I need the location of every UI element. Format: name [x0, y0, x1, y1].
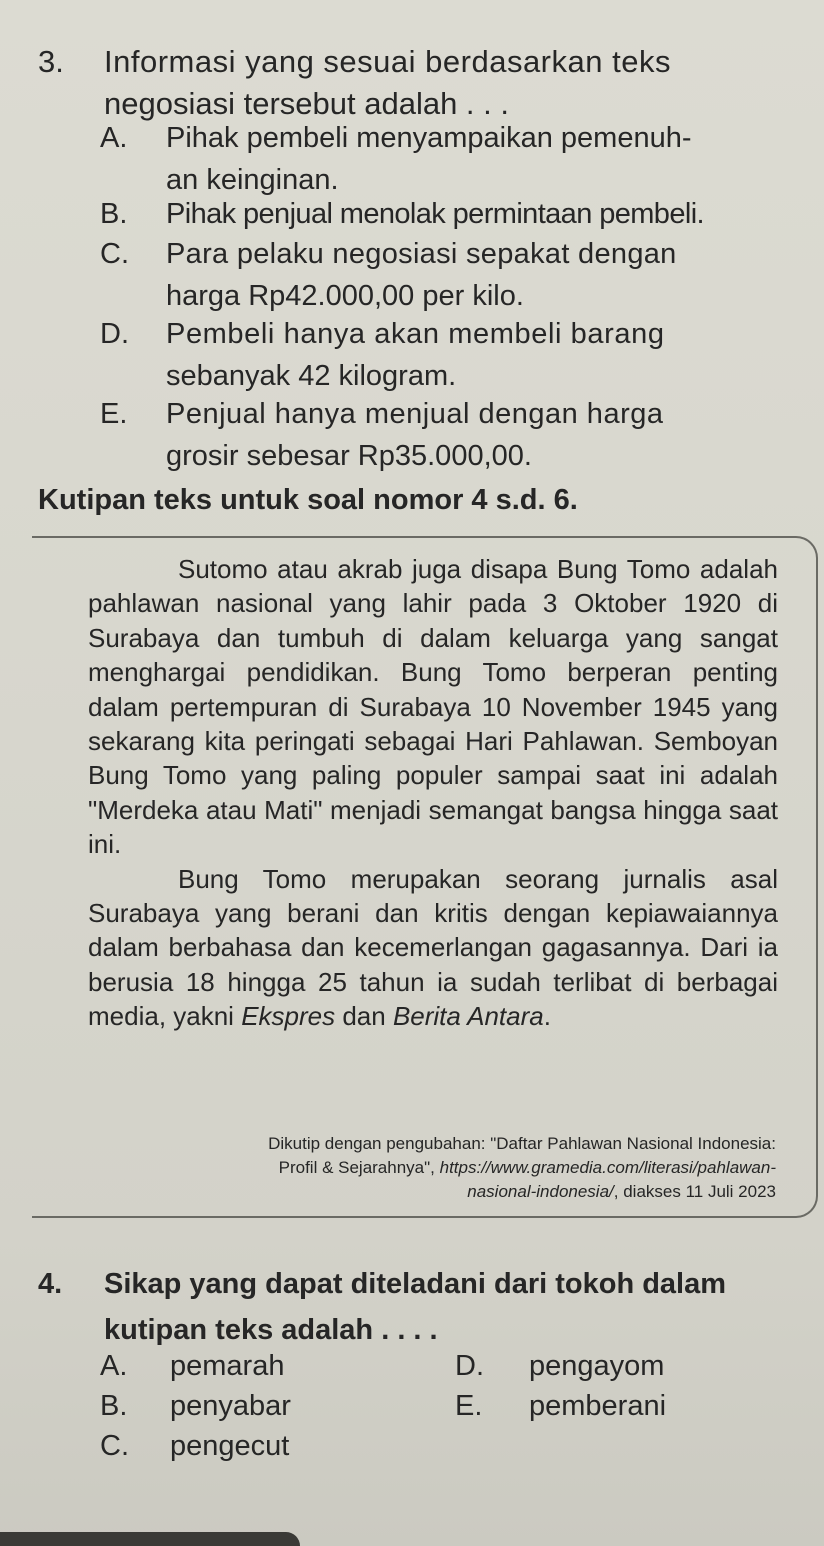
question-text-line: Informasi yang sesuai berdasarkan teks — [104, 44, 671, 79]
option-text: Pihak penjual menolak permintaan pembeli. — [166, 198, 705, 230]
question-3 — [38, 42, 798, 122]
option-text: an keinginan. — [166, 164, 339, 196]
excerpt-heading: Kutipan teks untuk soal nomor 4 s.d. 6. — [38, 484, 578, 516]
option-letter: D. — [455, 1350, 484, 1382]
option-text: pengecut — [170, 1430, 290, 1462]
option-text: pemarah — [170, 1350, 285, 1382]
paragraph-text: . — [543, 1001, 551, 1032]
option-letter: C. — [100, 1430, 129, 1462]
question-number: 3. — [38, 44, 64, 79]
paragraph-text: Bung Tomo merupakan seorang jurnalis asal Surabaya yang berani dan kritis dengan kepiawaiannya dalam berbahasa dan kecemerlangan gagasannya. Dari ia berusia 18 hingga 25 tahun ia sudah terlibat di berbagai media, yakni — [88, 863, 778, 1032]
citation-line — [100, 1180, 776, 1204]
option-c[interactable] — [100, 234, 800, 314]
option-letter: E. — [100, 398, 128, 430]
option-text: Para pelaku negosiasi sepakat dengan — [166, 238, 677, 270]
citation-url[interactable]: https://www.gramedia.com/literasi/pahlawan- — [439, 1158, 776, 1177]
question-number: 4. — [38, 1268, 63, 1300]
option-b[interactable] — [100, 1386, 400, 1426]
media-name-ekspres: Ekspres — [241, 1001, 336, 1032]
option-text: Pembeli hanya akan membeli barang — [166, 318, 665, 350]
question-4 — [38, 1264, 818, 1348]
paragraph-text: dan — [335, 1001, 393, 1032]
option-a[interactable] — [100, 1346, 400, 1386]
option-letter: B. — [100, 1390, 128, 1422]
option-text: Penjual hanya menjual dengan harga — [166, 398, 664, 430]
option-b[interactable] — [100, 194, 800, 234]
source-citation — [100, 1132, 776, 1204]
question-text-line: kutipan teks adalah . . . . — [104, 1314, 438, 1346]
option-letter: C. — [100, 238, 129, 270]
option-c[interactable] — [100, 1426, 400, 1466]
citation-access-date: , diakses 11 Juli 2023 — [613, 1182, 776, 1201]
excerpt-paragraph-2 — [88, 862, 778, 1034]
citation-line — [100, 1156, 776, 1180]
question-text-line: negosiasi tersebut adalah . . . — [104, 86, 509, 121]
excerpt-text — [88, 552, 778, 1034]
option-text: pengayom — [529, 1350, 665, 1382]
option-text: pemberani — [529, 1390, 667, 1422]
question-text-line: Sikap yang dapat diteladani dari tokoh dalam — [104, 1268, 727, 1300]
option-letter: B. — [100, 198, 128, 230]
option-e[interactable] — [455, 1386, 775, 1426]
option-text: grosir sebesar Rp35.000,00. — [166, 440, 532, 472]
excerpt-paragraph-1: Sutomo atau akrab juga disapa Bung Tomo adalah pahlawan nasional yang lahir pada 3 Oktober 1920 di Surabaya dan tumbuh di dalam keluarga yang sangat menghargai pendidikan. Bung Tomo berperan penting dalam pertempuran di Surabaya 10 November 1945 yang sekarang kita peringati sebagai Hari Pahlawan. Semboyan Bung Tomo yang paling populer sampai saat ini adalah "Merdeka atau Mati" menjadi semangat bangsa hingga saat ini. — [88, 554, 778, 860]
citation-text: Profil & Sejarahnya", — [278, 1158, 440, 1177]
media-name-berita-antara: Berita Antara — [392, 1001, 544, 1032]
option-letter: A. — [100, 1350, 128, 1382]
citation-url-continued[interactable]: nasional-indonesia/ — [467, 1182, 614, 1201]
option-d[interactable] — [100, 314, 800, 394]
option-e[interactable] — [100, 394, 800, 474]
option-letter: E. — [455, 1390, 483, 1422]
option-text: penyabar — [170, 1390, 291, 1422]
option-text: Pihak pembeli menyampaikan pemenuh- — [166, 122, 692, 154]
option-d[interactable] — [455, 1346, 775, 1386]
option-text: harga Rp42.000,00 per kilo. — [166, 280, 524, 312]
option-letter: A. — [100, 122, 128, 154]
option-letter: D. — [100, 318, 129, 350]
option-text: sebanyak 42 kilogram. — [166, 360, 457, 392]
photo-shadow — [0, 1532, 300, 1546]
option-a[interactable] — [100, 118, 800, 198]
citation-line: Dikutip dengan pengubahan: "Daftar Pahlawan Nasional Indonesia: — [268, 1134, 776, 1153]
